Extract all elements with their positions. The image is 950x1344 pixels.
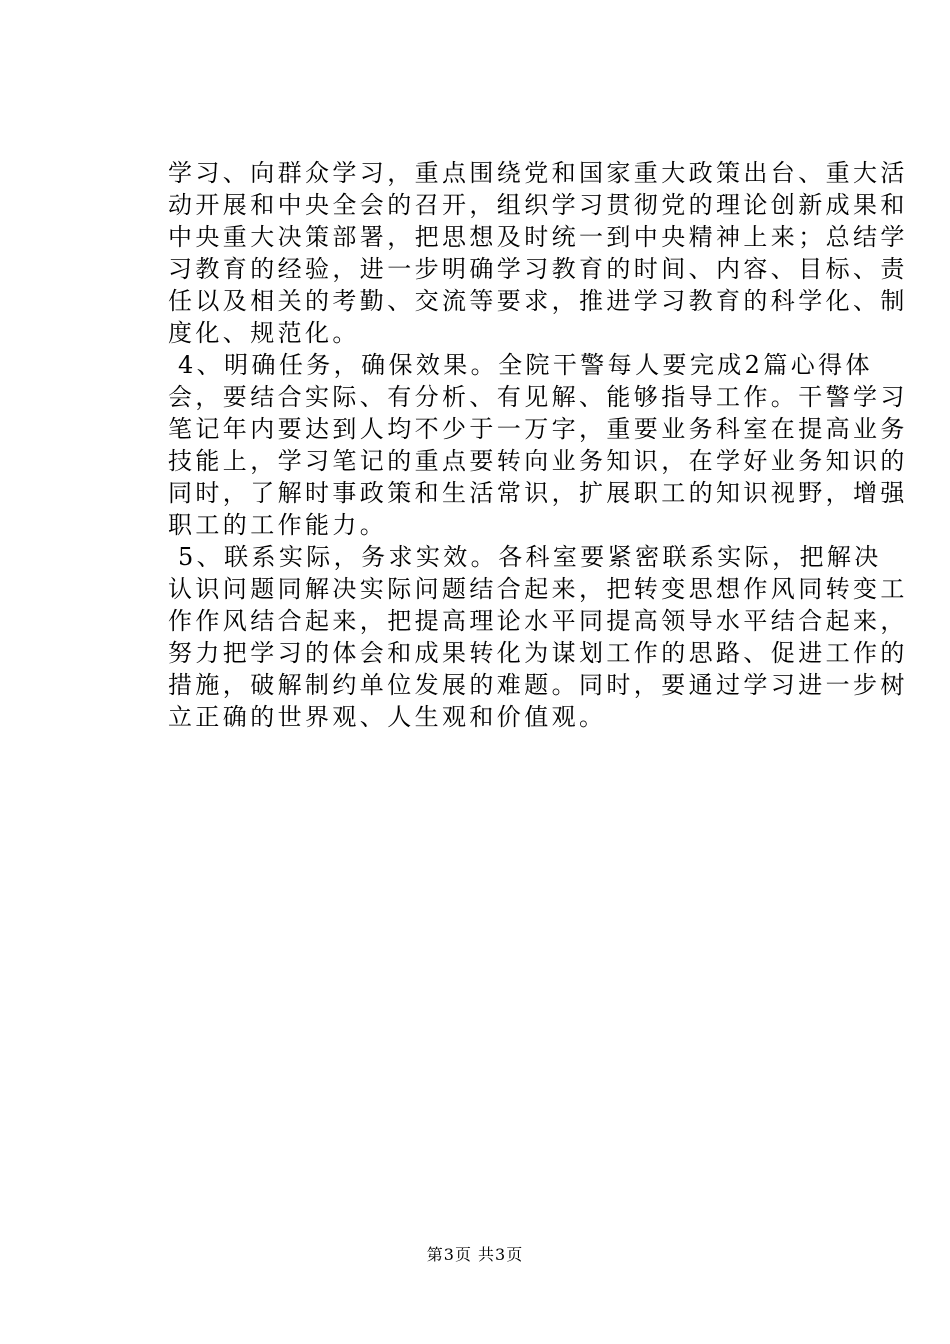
paragraph-1-line-3: 中央重大决策部署，把思想及时统一到中央精神上来；总结学 bbox=[168, 223, 908, 251]
paragraph-3-line-2: 认识问题同解决实际问题结合起来，把转变思想作风同转变工 bbox=[168, 575, 908, 603]
paragraph-3-line-4: 努力把学习的体会和成果转化为谋划工作的思路、促进工作的 bbox=[168, 639, 908, 667]
paragraph-2-line-5: 同时，了解时事政策和生活常识，扩展职工的知识视野，增强 bbox=[168, 479, 908, 507]
document-body bbox=[168, 157, 908, 733]
paragraph-2-line-1: 4、明确任务，确保效果。全院干警每人要完成2篇心得体 bbox=[178, 351, 873, 379]
paragraph-2-line-3: 笔记年内要达到人均不少于一万字，重要业务科室在提高业务 bbox=[168, 415, 908, 443]
paragraph-3-line-6: 立正确的世界观、人生观和价值观。 bbox=[168, 703, 607, 731]
paragraph-2-line-4: 技能上，学习笔记的重点要转向业务知识，在学好业务知识的 bbox=[168, 447, 908, 475]
paragraph-1-line-5: 任以及相关的考勤、交流等要求，推进学习教育的科学化、制 bbox=[168, 287, 908, 315]
paragraph-2-line-6: 职工的工作能力。 bbox=[168, 511, 388, 539]
paragraph-3-line-3: 作作风结合起来，把提高理论水平同提高领导水平结合起来， bbox=[168, 607, 908, 635]
paragraph-1-line-1: 学习、向群众学习，重点围绕党和国家重大政策出台、重大活 bbox=[168, 159, 908, 187]
paragraph-3-line-5: 措施，破解制约单位发展的难题。同时，要通过学习进一步树 bbox=[168, 671, 908, 699]
paragraph-3-line-1: 5、联系实际，务求实效。各科室要紧密联系实际，把解决 bbox=[178, 543, 882, 571]
paragraph-1-line-6: 度化、规范化。 bbox=[168, 319, 360, 347]
paragraph-2-line-2: 会，要结合实际、有分析、有见解、能够指导工作。干警学习 bbox=[168, 383, 908, 411]
paragraph-1-line-4: 习教育的经验，进一步明确学习教育的时间、内容、目标、责 bbox=[168, 255, 908, 283]
page-number-footer: 第3页 共3页 bbox=[426, 1245, 524, 1264]
paragraph-1-line-2: 动开展和中央全会的召开，组织学习贯彻党的理论创新成果和 bbox=[168, 191, 908, 219]
